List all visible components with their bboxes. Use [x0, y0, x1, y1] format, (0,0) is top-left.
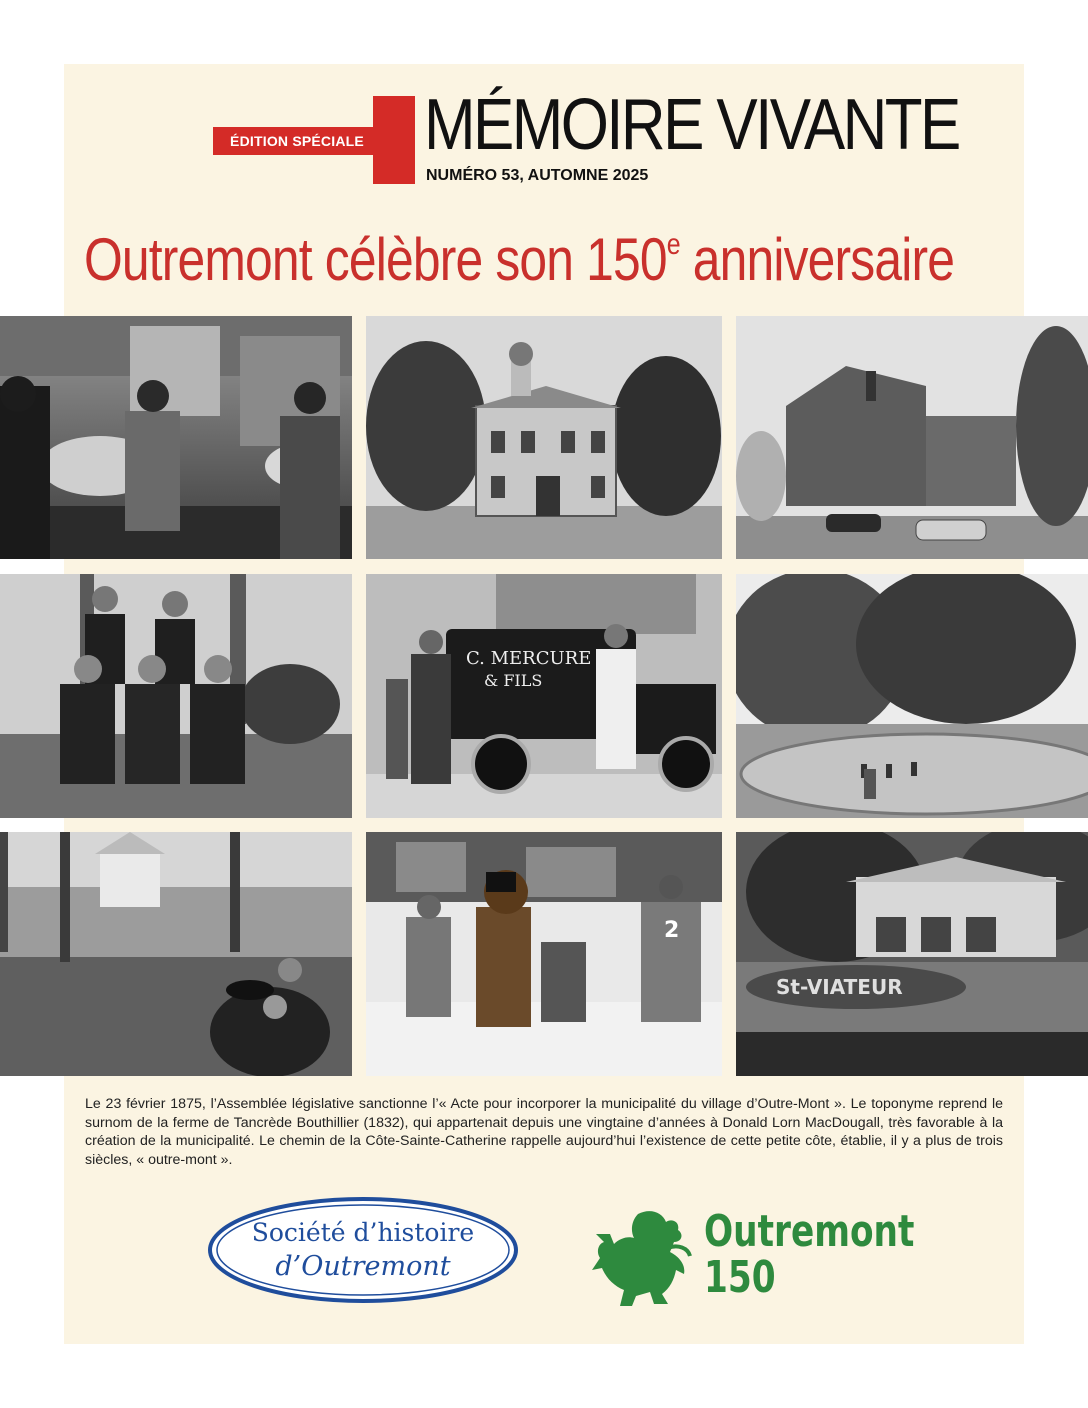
flowerbed-text: St-VIATEUR	[776, 975, 903, 999]
issue-number: NUMÉRO 53, AUTOMNE 2025	[426, 167, 649, 184]
lion-icon	[592, 1208, 692, 1306]
van-sign-line1: C. MERCURE	[466, 648, 592, 669]
outremont-logo-line2: 150	[704, 1252, 776, 1303]
headline-text: Outremont célèbre son 150	[84, 226, 667, 293]
photo-flower-shop	[0, 316, 352, 559]
photo-park-pond	[736, 574, 1088, 818]
photo-delivery-van	[366, 574, 722, 818]
headline-text-end: anniversaire	[679, 226, 955, 293]
jersey-number: 2	[664, 918, 680, 943]
headline-superscript: e	[666, 228, 680, 261]
photo-council-group	[0, 574, 352, 818]
photo-winter-hockey-mascot	[366, 832, 722, 1076]
headline	[84, 222, 954, 298]
societe-logo-line2: d’Outremont	[275, 1251, 451, 1282]
societe-histoire-logo	[207, 1196, 519, 1304]
photo-stone-building-cars	[736, 316, 1088, 559]
special-edition-badge: ÉDITION SPÉCIALE	[213, 127, 381, 155]
societe-logo-line1: Société d’histoire	[251, 1218, 475, 1247]
photo-st-viateur-pavilion	[736, 832, 1088, 1076]
outremont-logo-line1: Outremont	[704, 1206, 915, 1257]
photo-town-hall	[366, 316, 722, 559]
van-sign-line2: & FILS	[484, 671, 543, 690]
magazine-title: MÉMOIRE VIVANTE	[424, 85, 959, 165]
photo-lake-church	[0, 832, 352, 1076]
caption: Le 23 février 1875, l’Assemblée législative sanctionne l’« Acte pour incorporer la municipalité du village d’Outre-Mont ». Le toponyme reprend le surnom de la ferme de Tancrède Bouthillier (1832), qui appartenait depuis une vingtaine d’années à Donald Lorn MacDougall, très favorable à la création de la municipalité. Le chemin de la Côte-Sainte-Catherine rappelle aujourd’hui l’existence de cette petite côte, établie, il y a plus de trois siècles, « outre-mont ».	[85, 1096, 1003, 1168]
outremont-150-logo	[592, 1206, 915, 1308]
